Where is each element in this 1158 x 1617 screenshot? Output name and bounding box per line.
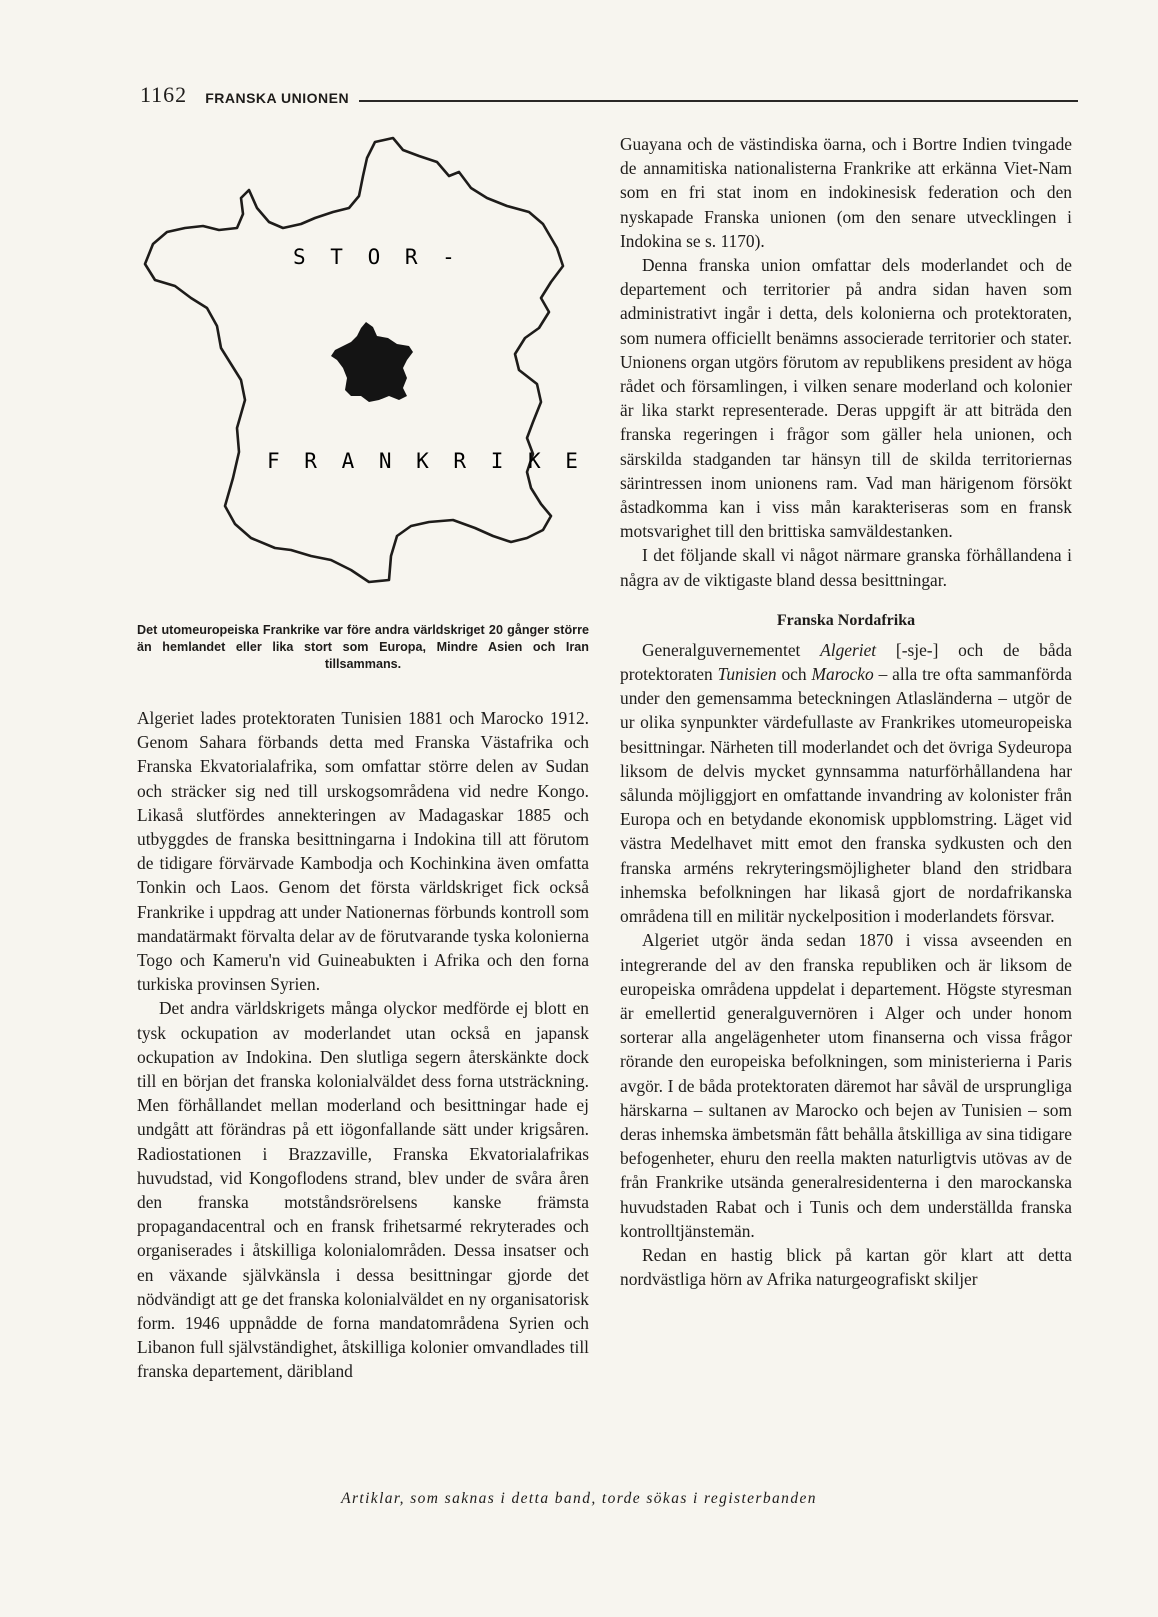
term-tunisien: Tunisien xyxy=(717,664,777,685)
map-label-frankrike: F R A N K R I K E xyxy=(267,449,584,473)
map-caption: Det utomeuropeiska Frankrike var före andra världskriget 20 gånger större än hemlandet eller lika stort som Europa, Mindre Asien och Iran tillsammans. xyxy=(137,623,589,671)
term-algeriet: Algeriet xyxy=(820,639,877,660)
body-paragraph: I det följande skall vi något närmare granska förhållandena i några av de viktigaste bland dessa besittningar. xyxy=(620,545,1072,590)
body-paragraph: Algeriet utgör ända sedan 1870 i vissa avseenden en integrerande del av den franska republiken och är liksom de europeiska områdena uppdelat i departement. Högste styresman är emellertid generalguvernören i Alger och under honom sorterar alla angelägenheter utom finanserna och vissa frågor rörande den europeiska befolkningen, som ministerierna i Paris avgör. I de båda protektoraten däremot har såväl de ursprungliga härskarna – sultanen av Marocko och bejen av Tunisien – som deras inhemska ämbetsmän fått behålla åtskilliga av sina tidigare befogenheter, ehuru den reella makten naturligtvis utövas av de från Frankrike utsända generalresidenterna i den marockanska huvudstaden Rabat och i Tunis och dem underställda franska kontrolltjänstemän. xyxy=(620,930,1073,1241)
page-header xyxy=(140,78,1078,108)
text-run: Generalguvernementet xyxy=(642,639,821,660)
body-paragraph: Algeriet lades protektoraten Tunisien 1881 och Marocko 1912. Genom Sahara förbands detta med Franska Västafrika och Franska Ekvatorialafrika, som omfattar större delen av Sudan och sträcker sig ned till urskogsområdena vid nedre Kongo. Likaså slutfördes annekteringen av Madagaskar 1885 och utbyggdes de franska besittningarna i Indokina till att förutom de tidigare förvärvade Kambodja och Kochinkina även omfatta Tonkin och Laos. Genom det första världskriget fick också Frankrike i uppdrag att under Nationernas förbunds kontroll som mandatärmakt förvalta delar av de förutvarande tyska kolonierna Togo och Kameru'n vid Guineabukten i Afrika och den forna turkiska provinsen Syrien. xyxy=(137,708,589,995)
map-label-stor: S T O R - xyxy=(293,245,461,269)
body-paragraph: Redan en hastig blick på kartan gör klart att detta nordvästliga hörn av Afrika naturgeografiskt skiljer xyxy=(620,1244,1072,1290)
page-number: 1162 xyxy=(140,82,188,107)
page-footer: Artiklar, som saknas i detta band, torde sökas i registerbanden xyxy=(341,1490,817,1507)
body-paragraph: Denna franska union omfattar dels moderlandet och de departement och territorier på andra sidan haven som administrativt ingår i detta, dels kolonierna och protektoraten, som numera officiellt benämns associerade territorier och stater. Unionens organ utgörs förutom av republikens president av höga rådet och församlingen, i vilken senare moderland och kolonier är lika starkt representerade. Deras uppgift är att biträda den franska regeringen i frågor som gäller hela unionen, och särskilda stadganden tar hänsyn till de skilda territoriernas särintressen inom unionens ram. Vad man härigenom försökt åstadkomma kan i viss mån karakteriseras som en fransk motsvarighet till den brittiska samväldestanken. xyxy=(620,255,1072,542)
header-rule xyxy=(359,100,1078,102)
metropolitan-france-silhouette xyxy=(331,322,413,402)
right-column xyxy=(620,132,1072,1291)
body-paragraph: Guayana och de västindiska öarna, och i Bortre Indien tvingade de annamitiska nationalisterna Frankrike att erkänna Viet-Nam som en fri stat inom en indokinesisk federation och den nyskapade Franska unionen (om den senare utvecklingen i Indokina se s. 1170). xyxy=(620,134,1072,251)
text-run: och xyxy=(776,664,812,685)
running-head: FRANSKA UNIONEN xyxy=(205,90,350,106)
body-paragraph: Det andra världskrigets många olyckor medförde ej blott en tysk ockupation av moderlandet utan också en japansk ockupation av Indokina. Den slutliga segern återskänkte dock till en början det franska kolonialväldet dess forna utsträckning. Men förhållandet mellan moderland och besittningar hade ej undgått att förändras på ett iögonfallande sätt under krigsåren. Radiostationen i Brazzaville, Franska Ekvatorialafrikas huvudstad, vid Kongoflodens strand, blev under de svåra åren den franska motståndsrörelsens kanske främsta propagandacentral och en fransk frihetsarmé rekryterades och organiserades i åtskilliga kolonialområden. Dessa insatser och en växande självkänsla i dessa besittningar gjorde det nödvändigt att ge det franska kolonialväldet en ny organisatorisk form. 1946 uppnådde de forna mandatområdena Syrien och Libanon full självständighet, åtskilliga kolonier omvandlades till franska departement, däribland xyxy=(137,998,589,1382)
section-heading: Franska Nordafrika xyxy=(776,611,916,629)
left-column xyxy=(137,706,589,1384)
term-marocko: Marocko xyxy=(811,664,874,685)
text-run: – alla tre ofta sammanförda under den gemensamma beteckningen Atlasländerna – utgör de ur olika synpunkter värdefullaste av Frankrikes utomeuropeiska besittningar. Närheten till moderlandet och det övriga Sydeuropa liksom de delvis mycket gynnsamma naturförhållandena har sålunda möjliggjort en omfattande invandring av kolonister från Europa och en betydande ekonomisk uppblomstring. Läget vid västra Medelhavet mitt emot den franska sydkusten och den franska arméns rekryteringsmöjligheter bland den stridbara inhemska befolkningen har likaså gjort de nordafrikanska områdena till en militär nyckelposition i moderlandets försvar. xyxy=(620,664,1073,927)
france-outline-map xyxy=(137,132,589,612)
body-paragraph xyxy=(620,638,1072,928)
text-run: [-sje-] och de båda protektoraten xyxy=(620,639,1072,685)
